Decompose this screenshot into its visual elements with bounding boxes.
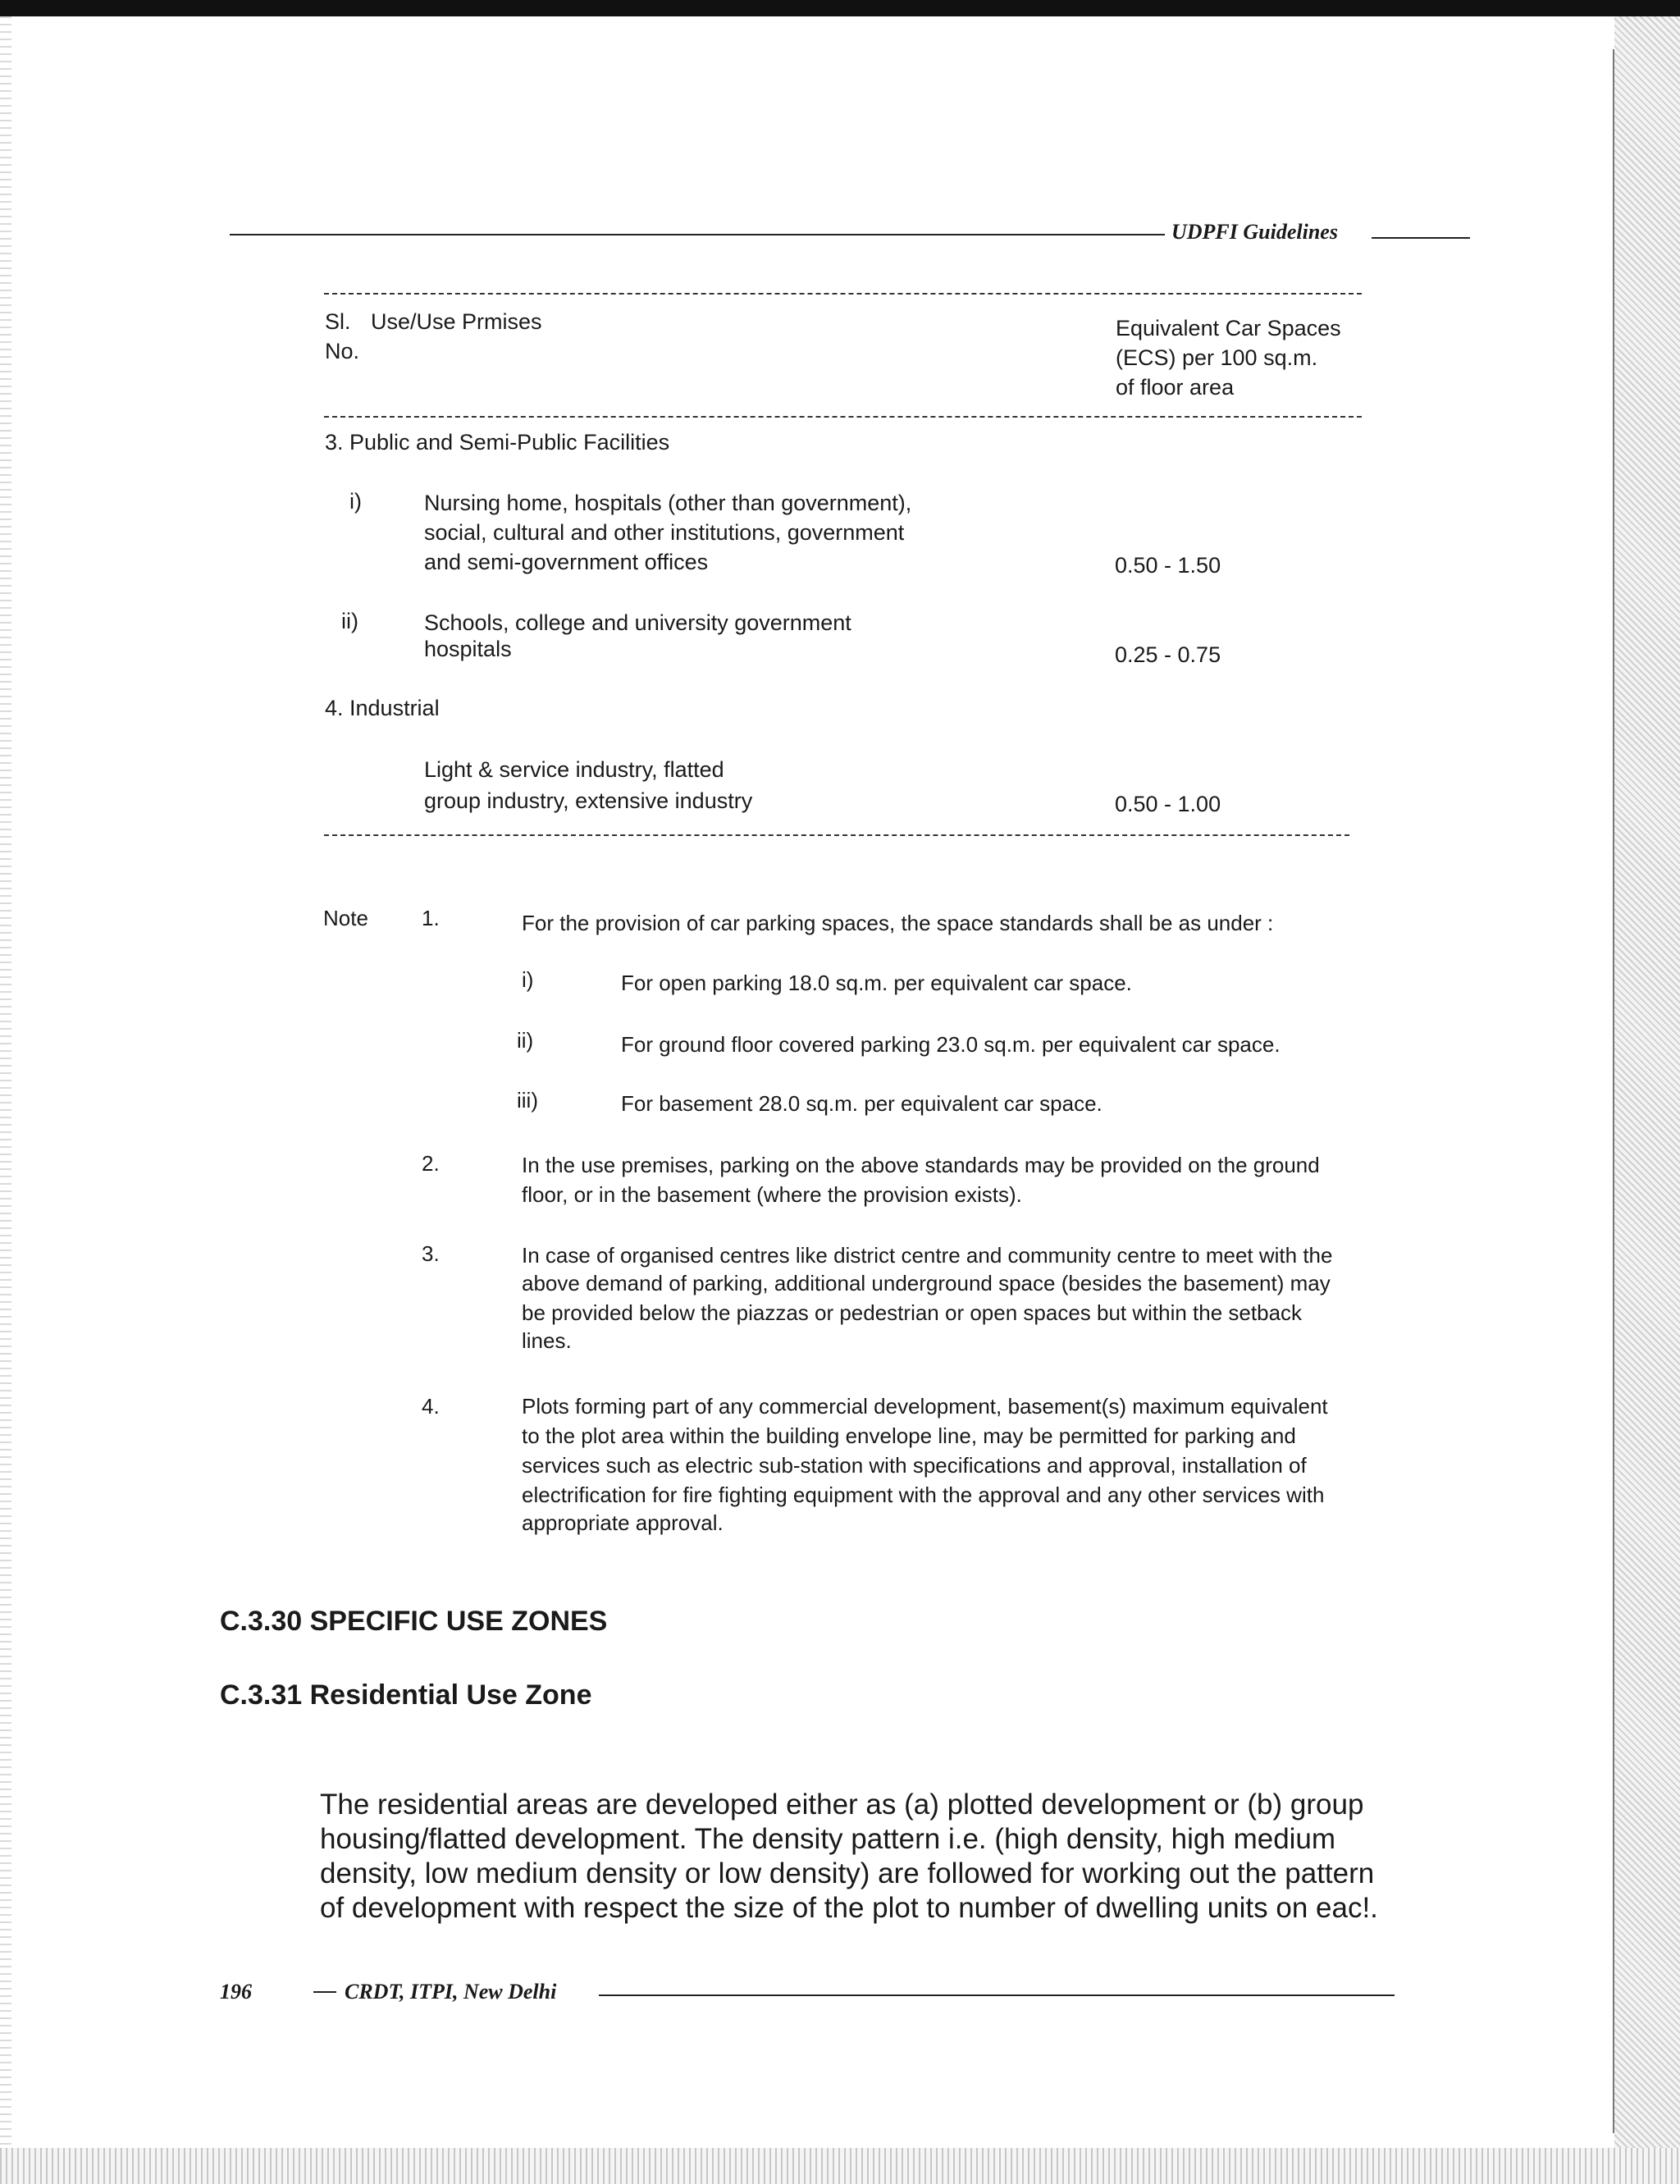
column-header-serial: Sl. (325, 309, 351, 334)
note-1-sub-ii-number: ii) (517, 1028, 534, 1053)
row-2-value: 0.25 - 0.75 (1115, 642, 1221, 667)
table-top-rule (324, 293, 1362, 295)
table-bottom-rule (324, 834, 1349, 836)
note-label: Note (323, 906, 368, 930)
row-1-line-3: and semi-government offices (424, 550, 709, 574)
row-1-value: 0.50 - 1.50 (1115, 553, 1221, 578)
row-3-value: 0.50 - 1.00 (1115, 792, 1221, 816)
table-header-rule (324, 416, 1362, 418)
note-3-line-4: lines. (522, 1328, 572, 1353)
header-rule-left (230, 234, 1165, 235)
note-1-sub-iii-number: iii) (517, 1088, 538, 1113)
row-2-number: ii) (341, 609, 358, 633)
row-1-number: i) (349, 489, 362, 514)
section-public-facilities: 3. Public and Semi-Public Facilities (325, 430, 670, 455)
note-4-line-5: appropriate approval. (522, 1510, 724, 1535)
paragraph-line-4: of development with respect the size of the plot to number of dwelling units on eac!. (320, 1892, 1378, 1924)
scan-left-edge (0, 16, 11, 2184)
row-2-line-1: Schools, college and university government (424, 610, 851, 635)
row-2-line-2: hospitals (424, 637, 512, 661)
note-4-number: 4. (422, 1394, 440, 1419)
note-4-line-2: to the plot area within the building envelope line, may be permitted for parking and (522, 1423, 1296, 1448)
note-2-line-1: In the use premises, parking on the above standards may be provided on the ground (522, 1153, 1320, 1177)
footer-source: CRDT, ITPI, New Delhi (345, 1980, 557, 2004)
header-rule-right (1372, 237, 1470, 239)
note-1-text: For the provision of car parking spaces, the space standards shall be as under : (522, 911, 1274, 935)
row-1-line-2: social, cultural and other institutions, government (424, 520, 905, 545)
paragraph-line-2: housing/flatted development. The density pattern i.e. (high density, high medium (320, 1823, 1336, 1855)
paragraph-line-3: density, low medium density or low density) are followed for working out the pattern (320, 1857, 1375, 1889)
note-4-line-3: services such as electric sub-station with specifications and approval, installation of (522, 1453, 1307, 1478)
running-header-title: UDPFI Guidelines (1171, 220, 1338, 244)
note-2-number: 2. (422, 1151, 440, 1176)
note-1-sub-ii-text: For ground floor covered parking 23.0 sq.m. per equivalent car space. (621, 1032, 1281, 1057)
page-number: 196 (220, 1980, 252, 2004)
note-4-line-1: Plots forming part of any commercial development, basement(s) maximum equivalent (522, 1394, 1328, 1419)
section-heading-residential-use-zone: C.3.31 Residential Use Zone (220, 1679, 592, 1711)
row-3-line-2: group industry, extensive industry (424, 788, 753, 813)
scan-top-band (0, 0, 1680, 16)
section-industrial: 4. Industrial (325, 696, 440, 720)
column-header-ecs-line-3: of floor area (1116, 375, 1235, 400)
column-header-ecs-line-2: (ECS) per 100 sq.m. (1116, 345, 1318, 370)
footer-rule-left (313, 1991, 336, 1993)
paragraph-line-1: The residential areas are developed either as (a) plotted development or (b) group (320, 1789, 1364, 1821)
note-1-sub-i-text: For open parking 18.0 sq.m. per equivalent car space. (621, 971, 1132, 995)
note-3-line-2: above demand of parking, additional underground space (besides the basement) may (522, 1271, 1331, 1295)
column-header-ecs-line-1: Equivalent Car Spaces (1116, 316, 1341, 340)
footer-rule-right (599, 1994, 1395, 1996)
column-header-serial-no: No. (325, 339, 360, 363)
row-3-line-1: Light & service industry, flatted (424, 757, 724, 782)
note-1-sub-iii-text: For basement 28.0 sq.m. per equivalent car space. (621, 1091, 1102, 1116)
note-4-line-4: electrification for fire fighting equipment with the approval and any other services with (522, 1483, 1325, 1507)
note-1-number: 1. (422, 906, 440, 930)
column-header-use: Use/Use Prmises (371, 309, 542, 334)
scan-right-margin-texture (1614, 16, 1680, 2150)
row-1-line-1: Nursing home, hospitals (other than government), (424, 491, 912, 515)
scan-bottom-texture (0, 2148, 1680, 2184)
note-2-line-2: floor, or in the basement (where the provision exists). (522, 1182, 1022, 1207)
section-heading-specific-use-zones: C.3.30 SPECIFIC USE ZONES (220, 1606, 608, 1637)
note-3-line-1: In case of organised centres like district centre and community centre to meet with the (522, 1243, 1333, 1268)
note-3-line-3: be provided below the piazzas or pedestrian or open spaces but within the setback (522, 1300, 1303, 1325)
note-1-sub-i-number: i) (522, 967, 534, 992)
note-3-number: 3. (422, 1241, 440, 1266)
